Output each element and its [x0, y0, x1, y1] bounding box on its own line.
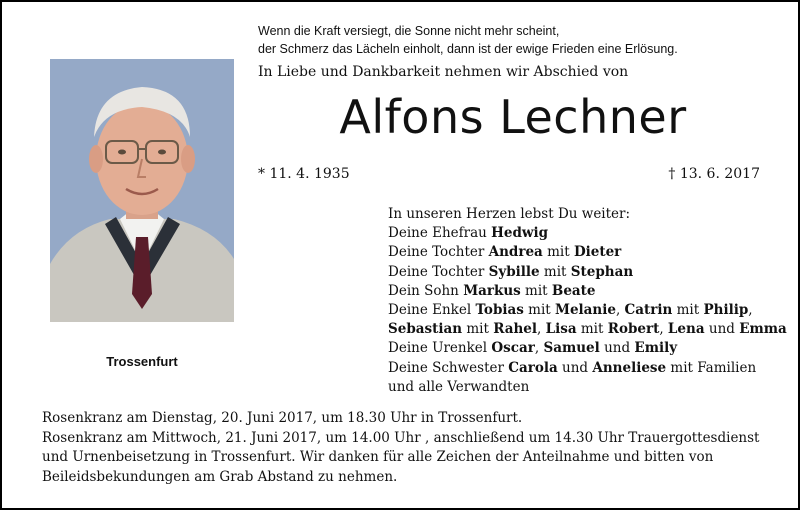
footer-line-2: Rosenkranz am Mittwoch, 21. Juni 2017, um 14.00 Uhr , anschließend um 14.30 Uhr Trauergottesdienst — [42, 429, 760, 446]
farewell-intro: In Liebe und Dankbarkeit nehmen wir Abschied von — [258, 64, 629, 80]
family-list — [388, 205, 787, 397]
footer-line-4: Beileidsbekundungen am Grab Abstand zu nehmen. — [42, 468, 398, 485]
birth-date: * 11. 4. 1935 — [258, 166, 350, 182]
family-line-daughter-2: Deine Tochter Sybille mit Stephan — [388, 263, 634, 280]
portrait-photo — [50, 59, 234, 322]
family-line-great-grandchildren: Deine Urenkel Oscar, Samuel und Emily — [388, 340, 678, 357]
footer-line-1: Rosenkranz am Dienstag, 20. Juni 2017, um 18.30 Uhr in Trossenfurt. — [42, 410, 523, 426]
service-details — [42, 409, 782, 487]
family-heading: In unseren Herzen lebst Du weiter: — [388, 206, 631, 222]
quote-line-2: der Schmerz das Lächeln einholt, dann ist der ewige Frieden eine Erlösung. — [258, 42, 678, 56]
family-line-wife: Deine Ehefrau Hedwig — [388, 225, 549, 242]
family-line-son: Dein Sohn Markus mit Beate — [388, 282, 596, 299]
deceased-name: Alfons Lechner — [339, 90, 687, 144]
place-caption: Trossenfurt — [106, 354, 178, 369]
portrait-illustration — [50, 59, 234, 322]
quote-line-1: Wenn die Kraft versiegt, die Sonne nicht mehr scheint, — [258, 24, 560, 38]
death-date: † 13. 6. 2017 — [668, 166, 760, 182]
family-line-grandchildren-2: Sebastian mit Rahel, Lisa mit Robert, Lena und Emma — [388, 321, 787, 338]
family-line-daughter-1: Deine Tochter Andrea mit Dieter — [388, 244, 622, 261]
family-line-sisters: Deine Schwester Carola und Anneliese mit Familien — [388, 359, 757, 376]
footer-line-3: und Urnenbeisetzung in Trossenfurt. Wir danken für alle Zeichen der Anteilnahme und bitten von — [42, 449, 714, 466]
wife-name: Hedwig — [491, 225, 549, 242]
family-line-relatives: und alle Verwandten — [388, 378, 530, 395]
family-line-grandchildren-1: Deine Enkel Tobias mit Melanie, Catrin mit Philip, — [388, 302, 753, 319]
memorial-quote — [258, 22, 778, 58]
